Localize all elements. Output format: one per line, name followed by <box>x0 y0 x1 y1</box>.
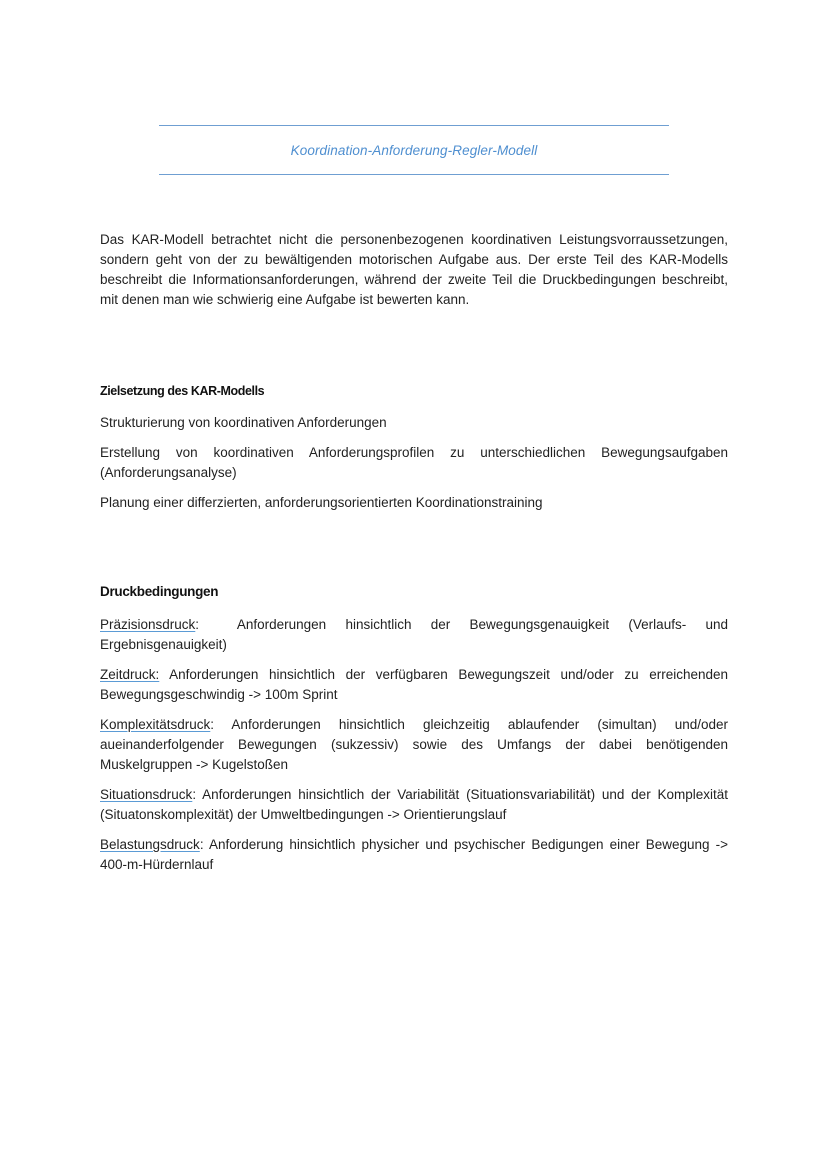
druck-item-praezision <box>100 615 732 655</box>
zielsetzung-list <box>100 413 728 523</box>
zielsetzung-item: Erstellung von koordinativen Anforderungsprofilen zu unterschiedlichen Bewegungsaufgaben (Anforderungsanalyse) <box>100 445 728 480</box>
druckbedingungen-list <box>100 615 732 885</box>
druck-text: Anforderungen hinsichtlich gleichzeitig ablaufender (simultan) und/oder aueinanderfolgender Bewegungen (sukzessiv) sowie des Umfangs der dabei benötigenden Muskelgruppen -> Kugelstoßen <box>100 717 732 772</box>
druck-item-situation <box>100 785 732 825</box>
druck-sep: : <box>195 617 200 632</box>
druck-term: Präzisionsdruck <box>100 617 196 632</box>
druck-sep: : <box>210 717 215 732</box>
zielsetzung-item: Planung einer differzierten, anforderungsorientierten Koordinationstraining <box>100 495 543 510</box>
title-block <box>159 125 669 175</box>
druck-text: Anforderungen hinsichtlich der Bewegungsgenauigkeit (Verlaufs- und Ergebnisgenauigkeit) <box>100 617 732 652</box>
intro-paragraph: Das KAR-Modell betrachtet nicht die personenbezogenen koordinativen Leistungsvorraussetzungen, sondern geht von der zu bewältigenden motorischen Aufgabe aus. Der erste Teil des KAR-Modells beschreibt die Informationsanforderungen, während der zweite Teil die Druckbedingungen beschreibt, mit denen man wie schwierig eine Aufgabe ist bewerten kann. <box>100 232 728 307</box>
druck-item-komplexitaet <box>100 715 732 775</box>
druck-text: Anforderungen hinsichtlich der verfügbaren Bewegungszeit und/oder zu erreichenden Bewegungsgeschwindig -> 100m Sprint <box>100 667 732 702</box>
druckbedingungen-heading: Druckbedingungen <box>100 584 219 599</box>
druck-term: Komplexitätsdruck <box>100 717 211 732</box>
document-title: Koordination-Anforderung-Regler-Modell <box>290 142 538 158</box>
zielsetzung-item: Strukturierung von koordinativen Anforderungen <box>100 415 387 430</box>
druck-item-belastung <box>100 835 732 875</box>
druck-sep: : <box>192 787 197 802</box>
druck-text: Anforderung hinsichtlich physicher und psychischer Bedigungen einer Bewegung -> 400-m-Hürdernlauf <box>100 837 732 872</box>
druck-sep: : <box>199 837 204 852</box>
druck-item-zeit <box>100 665 732 705</box>
druck-term: Zeitdruck: <box>100 667 160 682</box>
druck-term: Belastungsdruck <box>100 837 200 852</box>
zielsetzung-heading: Zielsetzung des KAR-Modells <box>100 384 265 398</box>
druck-text: Anforderungen hinsichtlich der Variabilität (Situationsvariabilität) und der Komplexität (Situatonskomplexität) der Umweltbedingungen -> Orientierungslauf <box>100 787 732 822</box>
druck-term: Situationsdruck <box>100 787 193 802</box>
